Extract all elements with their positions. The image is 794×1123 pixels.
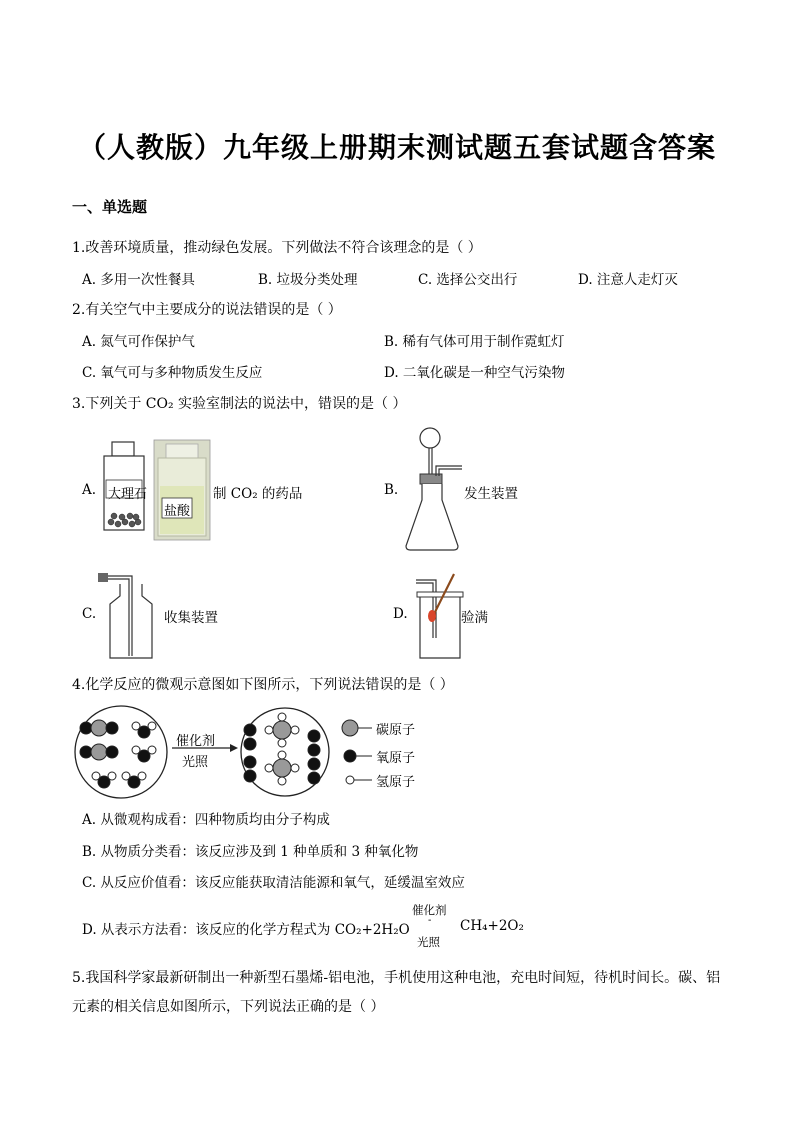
question-3-stem: 3.下列关于 CO₂ 实验室制法的说法中，错误的是（ ）: [72, 396, 407, 412]
catalyst-label: 催化剂: [176, 734, 216, 749]
q2-option-d[interactable]: D. 二氧化碳是一种空气污染物: [384, 365, 565, 381]
marble-label: 大理石: [108, 487, 148, 502]
light-label: 光照: [182, 755, 209, 770]
flask-apparatus-illustration: [402, 426, 466, 554]
q3-d-caption: 验满: [461, 610, 488, 626]
gas-test-illustration: [414, 572, 464, 660]
q4-option-d[interactable]: D. 从表示方法看：该反应的化学方程式为 CO₂+2H₂O: [82, 922, 410, 938]
equation-condition-top: 催化剂: [412, 903, 447, 917]
q4-option-a[interactable]: A. 从微观构成看：四种物质均由分子构成: [82, 812, 330, 828]
q2-option-c[interactable]: C. 氧气可与多种物质发生反应: [82, 365, 263, 381]
question-1-stem: 1.改善环境质量，推动绿色发展。下列做法不符合该理念的是（ ）: [72, 240, 482, 256]
equation-condition-bottom: 光照: [417, 935, 440, 949]
gas-collection-bottle-illustration: [96, 568, 160, 660]
section-heading: 一、单选题: [72, 198, 148, 216]
question-4-stem: 4.化学反应的微观示意图如下图所示，下列说法错误的是（ ）: [72, 677, 454, 693]
q3-option-a-letter[interactable]: A.: [82, 482, 97, 498]
q3-c-caption: 收集装置: [164, 610, 218, 626]
legend-oxygen: 氧原子: [376, 751, 416, 766]
page-title: （人教版）九年级上册期末测试题五套试题含答案: [77, 131, 716, 164]
legend-carbon: 碳原子: [376, 723, 416, 738]
equation-sign: -: [428, 915, 432, 926]
question-2-stem: 2.有关空气中主要成分的说法错误的是（ ）: [72, 302, 342, 318]
q3-a-caption: 制 CO₂ 的药品: [213, 486, 303, 502]
q3-option-c-letter[interactable]: C.: [82, 606, 97, 622]
legend-hydrogen: 氢原子: [376, 775, 416, 790]
acid-label: 盐酸: [164, 504, 191, 519]
equation-products: CH₄+2O₂: [460, 918, 524, 934]
q4-option-b[interactable]: B. 从物质分类看：该反应涉及到 1 种单质和 3 种氧化物: [82, 844, 419, 860]
q1-option-c[interactable]: C. 选择公交出行: [418, 272, 518, 288]
q1-option-b[interactable]: B. 垃圾分类处理: [258, 272, 358, 288]
q1-option-a[interactable]: A. 多用一次性餐具: [82, 272, 195, 288]
q3-option-d-letter[interactable]: D.: [393, 606, 408, 622]
q3-b-caption: 发生装置: [464, 486, 518, 502]
q1-option-d[interactable]: D. 注意人走灯灭: [578, 272, 678, 288]
q3-option-b-letter[interactable]: B.: [384, 482, 399, 498]
question-5-line-2: 元素的相关信息如图所示，下列说法正确的是（ ）: [72, 999, 385, 1015]
q2-option-b[interactable]: B. 稀有气体可用于制作霓虹灯: [384, 334, 565, 350]
question-5-line-1: 5.我国科学家最新研制出一种新型石墨烯-铝电池，手机使用这种电池，充电时间短，待机时间长。碳、铝: [72, 970, 721, 986]
q2-option-a[interactable]: A. 氮气可作保护气: [82, 334, 195, 350]
q4-option-c[interactable]: C. 从反应价值看：该反应能获取清洁能源和氧气，延缓温室效应: [82, 875, 465, 891]
